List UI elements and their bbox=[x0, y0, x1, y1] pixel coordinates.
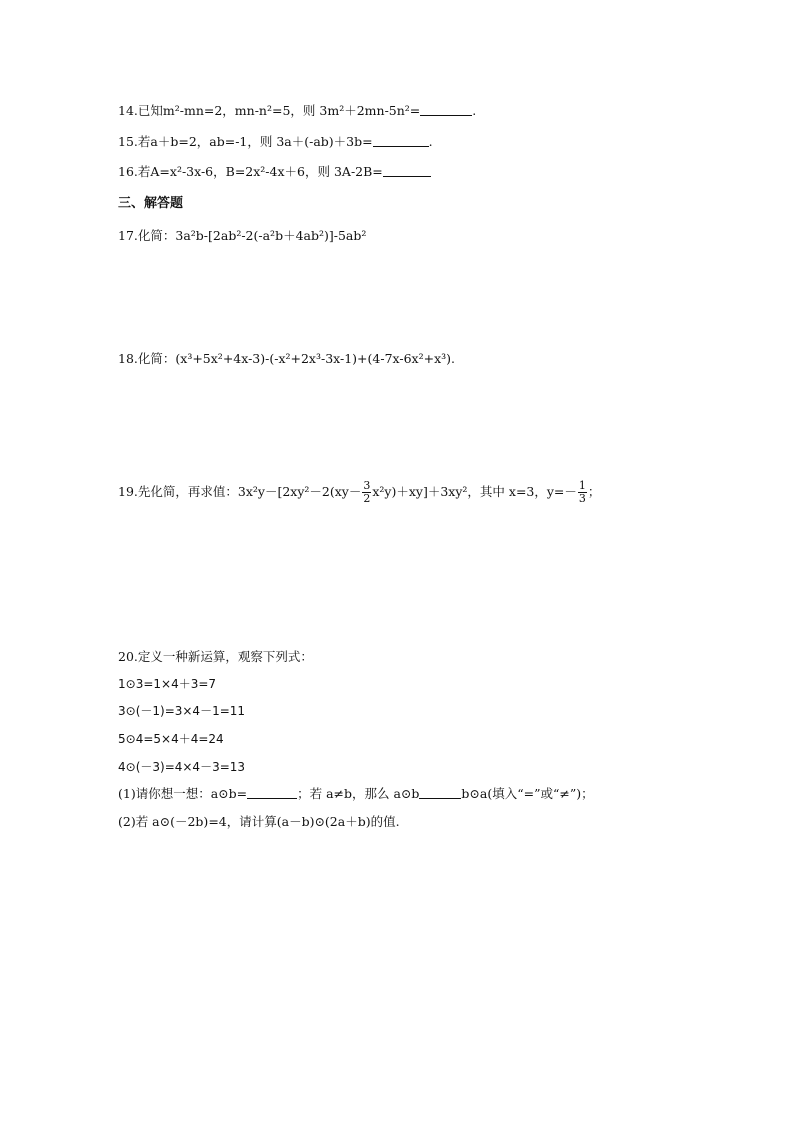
q19-fraction-1-3 bbox=[578, 480, 587, 505]
q19-frac1-numerator: 3 bbox=[363, 479, 371, 492]
q14-label: 14.已知 bbox=[118, 103, 163, 118]
q20-part-1 bbox=[118, 785, 594, 803]
q19-expression-a: 3x²y－[2xy²－2(xy－ bbox=[237, 484, 362, 499]
q19-frac2-denominator: 3 bbox=[578, 492, 586, 505]
q20-example-line: 4⊙(－3)=4×4－3=13 bbox=[118, 760, 246, 774]
q16-text: A=x²-3x-6，B=2x²-4x＋6，则 3A-2B= bbox=[150, 164, 383, 179]
question-17 bbox=[118, 227, 366, 245]
q18-label: 18.化简： bbox=[118, 351, 176, 366]
q14-tail: . bbox=[472, 103, 477, 118]
q19-frac2-numerator: 1 bbox=[578, 479, 586, 492]
q17-label: 17.化简： bbox=[118, 228, 176, 243]
q15-label: 15.若 bbox=[118, 134, 151, 149]
question-18 bbox=[118, 350, 455, 368]
question-20-intro: 20.定义一种新运算，观察下列式： bbox=[118, 649, 313, 664]
q19-tail: ； bbox=[587, 484, 601, 499]
question-14 bbox=[118, 102, 476, 120]
q20-p1-b: ；若 a≠b，那么 a⊙b bbox=[297, 786, 420, 801]
q17-expression: 3a²b-[2ab²-2(-a²b＋4ab²)]-5ab² bbox=[175, 228, 367, 243]
q15-text: a＋b=2，ab=-1，则 3a＋(-ab)＋3b= bbox=[150, 134, 373, 149]
q20-p1-blank-1[interactable] bbox=[247, 785, 297, 799]
section-heading: 三、解答题 bbox=[118, 196, 184, 211]
q20-p1-c: b⊙a(填入“=”或“≠”)； bbox=[461, 786, 594, 801]
q14-text: m²-mn=2，mn-n²=5，则 3m²＋2mn-5n²= bbox=[162, 103, 421, 118]
q19-fraction-3-2 bbox=[362, 480, 371, 505]
q20-example-line: 1⊙3=1×4＋3=7 bbox=[118, 677, 217, 691]
q18-expression: (x³+5x²+4x-3)-(-x²+2x³-3x-1)+(4-7x-6x²+x³). bbox=[175, 351, 455, 366]
question-19 bbox=[118, 479, 600, 505]
q19-label: 19.先化简，再求值： bbox=[118, 484, 238, 499]
q20-example-line: 3⊙(－1)=3×4－1=11 bbox=[118, 704, 246, 718]
question-16 bbox=[118, 163, 431, 181]
q20-part-2: (2)若 a⊙(－2b)=4，请计算(a－b)⊙(2a＋b)的值. bbox=[118, 814, 400, 829]
q20-p1-a: (1)请你想一想：a⊙b= bbox=[118, 786, 248, 801]
q15-tail: . bbox=[428, 134, 433, 149]
q20-example-line: 5⊙4=5×4＋4=24 bbox=[118, 732, 224, 746]
q16-label: 16.若 bbox=[118, 164, 151, 179]
q19-expression-b: x²y)＋xy]＋3xy²，其中 x=3，y=－ bbox=[372, 484, 577, 499]
q15-answer-blank[interactable] bbox=[373, 133, 429, 147]
q14-answer-blank[interactable] bbox=[420, 102, 472, 116]
q20-p1-blank-2[interactable] bbox=[419, 785, 461, 799]
question-15 bbox=[118, 133, 433, 151]
q16-answer-blank[interactable] bbox=[383, 163, 431, 177]
q19-frac1-denominator: 2 bbox=[363, 492, 371, 505]
